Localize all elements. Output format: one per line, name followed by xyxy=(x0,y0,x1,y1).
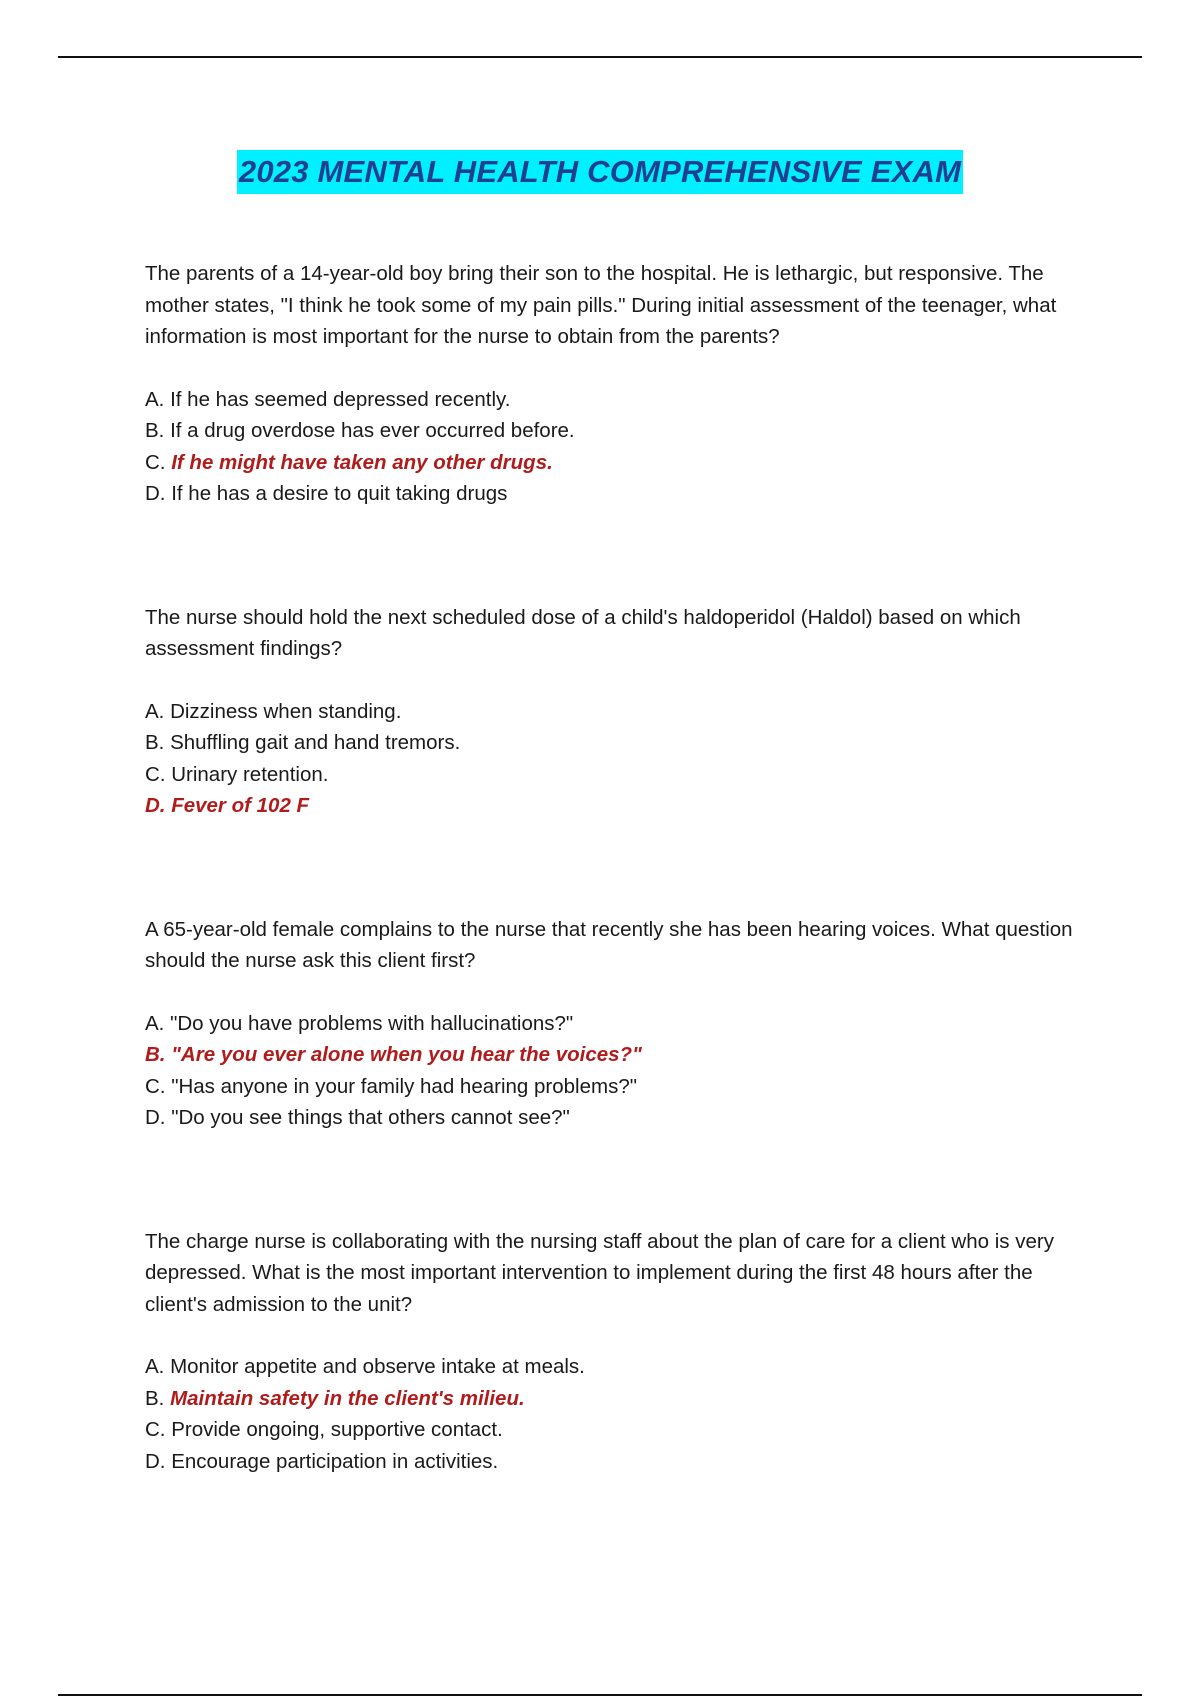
option-c xyxy=(145,1071,1095,1103)
question-3 xyxy=(145,914,1095,1134)
option-text: Dizziness when standing. xyxy=(170,699,402,723)
option-text: Urinary retention. xyxy=(171,762,329,786)
option-letter: B. xyxy=(145,1386,165,1410)
option-letter: A. xyxy=(145,1355,165,1378)
option-letter: D. xyxy=(145,482,166,505)
top-rule xyxy=(58,56,1142,58)
option-a xyxy=(145,384,1095,416)
option-a xyxy=(145,1008,1095,1040)
option-list xyxy=(145,1008,1095,1134)
option-letter: B. xyxy=(145,1043,166,1066)
option-letter: D. xyxy=(145,1106,166,1129)
question-stem: The parents of a 14-year-old boy bring their son to the hospital. He is lethargic, but responsive. The mother states, "I think he took some of my pain pills." During initial assessment of the teenager, what information is most important for the nurse to obtain from the parents? xyxy=(145,262,1057,348)
question-4 xyxy=(145,1226,1095,1478)
bottom-rule xyxy=(58,1694,1142,1696)
option-d xyxy=(145,478,1095,510)
option-b-correct xyxy=(145,1383,1095,1415)
option-b-correct xyxy=(145,1039,1095,1071)
option-letter: C. xyxy=(145,762,166,786)
option-d xyxy=(145,1446,1095,1478)
exam-content xyxy=(145,258,1095,1507)
question-1 xyxy=(145,258,1095,510)
option-b xyxy=(145,727,1095,759)
option-list xyxy=(145,384,1095,510)
option-letter: C. xyxy=(145,1074,166,1098)
option-text: "Do you have problems with hallucinations?" xyxy=(170,1011,574,1035)
question-stem: A 65-year-old female complains to the nurse that recently she has been hearing voices. What question should the nurse ask this client first? xyxy=(145,917,1073,972)
option-c xyxy=(145,759,1095,791)
option-text: If he has a desire to quit taking drugs xyxy=(171,482,508,505)
option-letter: D. xyxy=(145,794,166,817)
option-letter: A. xyxy=(145,387,165,411)
option-list xyxy=(145,1351,1095,1477)
option-letter: D. xyxy=(145,1449,166,1473)
option-letter: C. xyxy=(145,1418,166,1441)
correct-answer-text: Fever of 102 F xyxy=(171,794,310,817)
option-d-correct xyxy=(145,790,1095,822)
option-text: If he has seemed depressed recently. xyxy=(170,387,511,411)
option-text: "Has anyone in your family had hearing problems?" xyxy=(171,1074,638,1098)
option-text: Shuffling gait and hand tremors. xyxy=(170,731,461,754)
correct-answer-text: If he might have taken any other drugs. xyxy=(171,450,553,474)
option-letter: A. xyxy=(145,1011,165,1035)
option-text: Encourage participation in activities. xyxy=(171,1449,499,1473)
option-a xyxy=(145,1351,1095,1383)
question-2 xyxy=(145,602,1095,822)
page-title: 2023 MENTAL HEALTH COMPREHENSIVE EXAM xyxy=(237,150,963,194)
correct-answer-text: "Are you ever alone when you hear the voices?" xyxy=(171,1043,642,1066)
option-list xyxy=(145,696,1095,822)
title-wrap xyxy=(0,150,1200,194)
question-stem: The nurse should hold the next scheduled dose of a child's haldoperidol (Haldol) based on which assessment findings? xyxy=(145,605,1021,660)
option-letter: B. xyxy=(145,419,165,442)
option-d xyxy=(145,1102,1095,1134)
option-c xyxy=(145,1414,1095,1446)
option-letter: A. xyxy=(145,699,165,723)
option-text: "Do you see things that others cannot see?" xyxy=(171,1106,570,1129)
option-text: Provide ongoing, supportive contact. xyxy=(171,1418,503,1441)
option-c-correct xyxy=(145,447,1095,479)
option-text: If a drug overdose has ever occurred before. xyxy=(170,419,575,442)
option-text: Monitor appetite and observe intake at meals. xyxy=(170,1355,585,1378)
option-a xyxy=(145,696,1095,728)
option-letter: B. xyxy=(145,731,165,754)
question-stem: The charge nurse is collaborating with the nursing staff about the plan of care for a client who is very depressed. What is the most important intervention to implement during the first 48 hours after the client's admission to the unit? xyxy=(145,1229,1054,1316)
option-b xyxy=(145,415,1095,447)
option-letter: C. xyxy=(145,450,166,474)
correct-answer-text: Maintain safety in the client's milieu. xyxy=(170,1386,525,1410)
